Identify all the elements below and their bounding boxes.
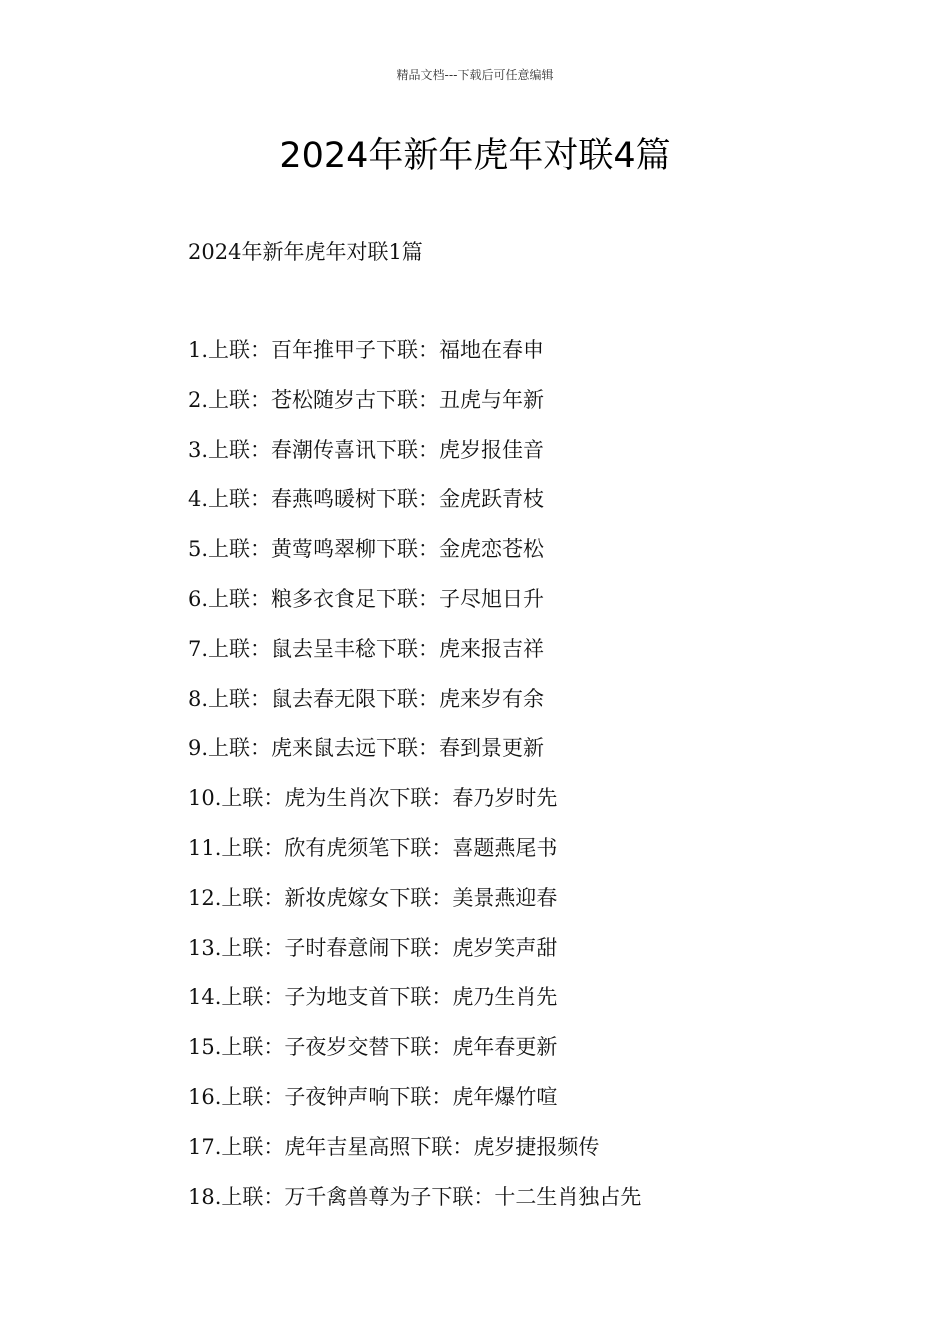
couplet-item: 14.上联：子为地支首下联：虎乃生肖先 <box>188 985 558 1010</box>
couplet-item: 8.上联：鼠去春无限下联：虎来岁有余 <box>188 686 545 711</box>
couplet-item: 6.上联：粮多衣食足下联：子尽旭日升 <box>188 586 545 611</box>
header-note: 精品文档---下载后可任意编辑 <box>396 68 554 82</box>
couplet-item: 10.上联：虎为生肖次下联：春乃岁时先 <box>188 786 558 811</box>
couplet-item: 15.上联：子夜岁交替下联：虎年春更新 <box>188 1035 558 1060</box>
couplet-item: 7.上联：鼠去呈丰稔下联：虎来报吉祥 <box>188 636 545 661</box>
couplet-item: 9.上联：虎来鼠去远下联：春到景更新 <box>188 736 545 761</box>
couplet-item: 2.上联：苍松随岁古下联：丑虎与年新 <box>188 387 545 412</box>
couplet-item: 13.上联：子时春意闹下联：虎岁笑声甜 <box>188 935 558 960</box>
couplet-item: 4.上联：春燕鸣暖树下联：金虎跃青枝 <box>188 487 545 512</box>
document-title: 2024年新年虎年对联4篇 <box>279 136 671 176</box>
couplet-item: 17.上联：虎年吉星高照下联：虎岁捷报频传 <box>188 1134 600 1159</box>
couplet-item: 1.上联：百年推甲子下联：福地在春申 <box>188 338 545 362</box>
couplet-item: 5.上联：黄莺鸣翠柳下联：金虎恋苍松 <box>188 537 545 562</box>
couplet-item: 3.上联：春潮传喜讯下联：虎岁报佳音 <box>188 437 545 462</box>
section-heading: 2024年新年虎年对联1篇 <box>188 240 423 264</box>
couplet-item: 16.上联：子夜钟声响下联：虎年爆竹喧 <box>188 1084 558 1109</box>
couplet-list <box>188 336 641 1232</box>
couplet-item: 11.上联：欣有虎须笔下联：喜题燕尾书 <box>188 835 558 860</box>
couplet-item: 12.上联：新妆虎嫁女下联：美景燕迎春 <box>188 885 558 910</box>
couplet-item: 18.上联：万千禽兽尊为子下联：十二生肖独占先 <box>188 1184 642 1209</box>
